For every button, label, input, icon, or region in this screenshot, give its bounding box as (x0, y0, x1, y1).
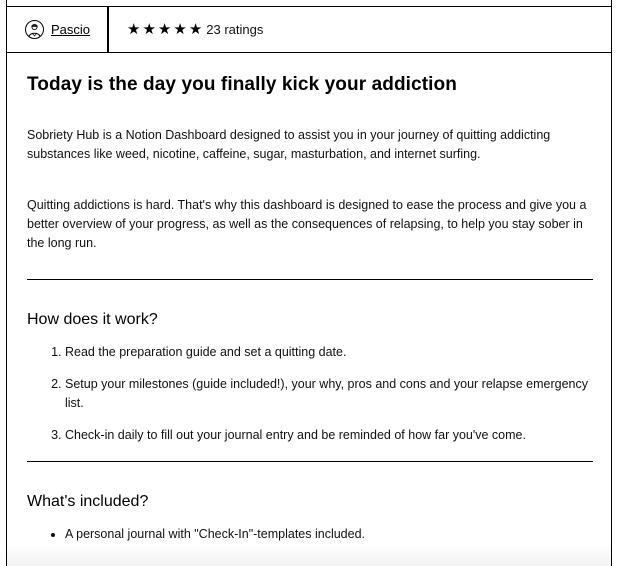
list-item: • A personal journal with "Check-In"-templates included. (65, 525, 593, 544)
product-description (27, 53, 593, 544)
list-item: 2. Setup your milestones (guide included!), your why, pros and cons and your relapse emergency list. (65, 375, 593, 413)
bottom-fade (7, 544, 611, 566)
how-it-works-list (27, 343, 593, 445)
product-meta-row (7, 7, 611, 53)
list-item: 1. Read the preparation guide and set a quitting date. (65, 343, 593, 362)
section-divider (27, 461, 593, 462)
rating-count: 23 ratings (206, 22, 264, 37)
list-item: 3. Check-in daily to fill out your journal entry and be reminded of how far you've come. (65, 426, 593, 445)
section-title-whats-included: What's included? (27, 493, 149, 510)
star-icon: ★ (157, 21, 172, 38)
description-paragraph: Sobriety Hub is a Notion Dashboard designed to assist you in your journey of quitting addicting substances like weed, nicotine, caffeine, sugar, masturbation, and internet surfing. (27, 128, 551, 161)
creator-info (7, 7, 109, 52)
whats-included-list (27, 525, 593, 544)
star-icon: ★ (173, 21, 187, 38)
description-headline: Today is the day you finally kick your addiction (27, 74, 457, 95)
section-title-how-it-works: How does it work? (27, 311, 158, 328)
creator-avatar-icon[interactable] (25, 20, 44, 39)
star-icon: ★ (188, 21, 203, 38)
star-icon: ★ (127, 21, 141, 38)
product-card (6, 0, 612, 566)
description-paragraph: Quitting addictions is hard. That's why this dashboard is designed to ease the process and give you a better overview of your progress, as well as the consequences of relapsing, to help you stay sober in the long run. (27, 198, 587, 250)
top-section-edge (7, 0, 611, 7)
rating-summary[interactable] (109, 7, 263, 52)
star-icon: ★ (142, 21, 156, 38)
section-divider (27, 279, 593, 280)
creator-name-link[interactable]: Pascio (51, 22, 91, 37)
